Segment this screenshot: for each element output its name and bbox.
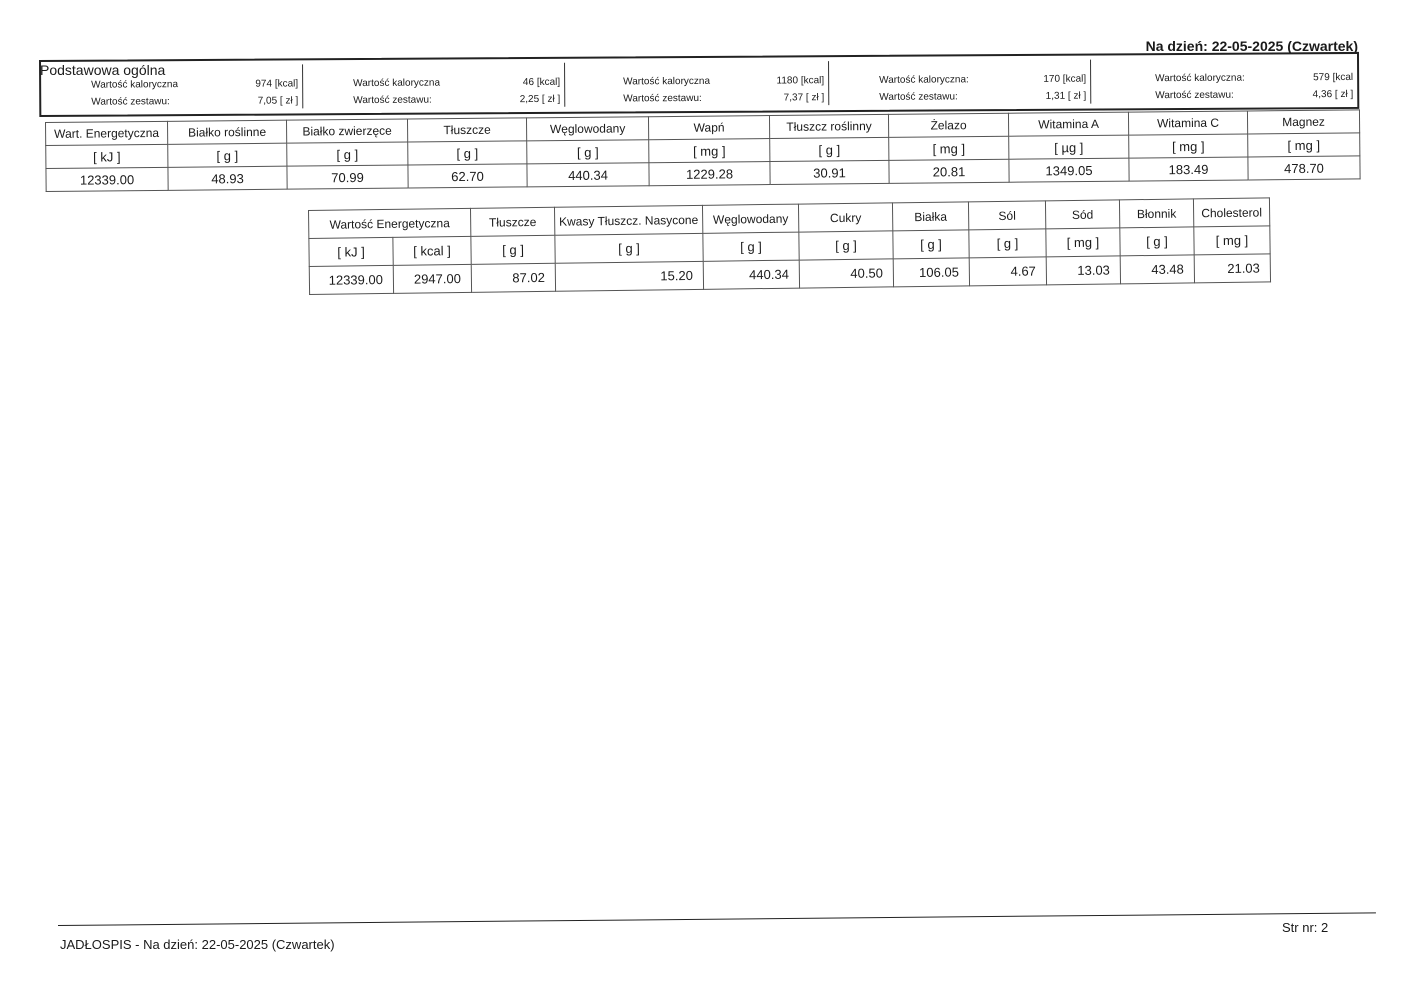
unit-cell: [ g ] — [287, 142, 408, 166]
unit-cell: [ mg ] — [889, 136, 1009, 160]
unit-cell: [ g ] — [555, 233, 703, 263]
meal-cost-value: 7,37 [ zł ] — [783, 92, 825, 104]
meal-kcal-value: 46 [kcal] — [522, 76, 561, 89]
unit-cell: [ g ] — [408, 141, 527, 165]
unit-cell: [ g ] — [799, 231, 893, 260]
column-header: Wartość Energetyczna — [309, 208, 471, 238]
meal-summary-2 — [303, 63, 565, 109]
value-cell: 1229.28 — [649, 162, 770, 186]
unit-cell: [ kJ ] — [309, 237, 393, 266]
unit-cell: [ mg ] — [1248, 133, 1360, 157]
meal-cost-label: Wartość zestawu: — [91, 96, 170, 108]
column-header: Witamina C — [1128, 111, 1247, 135]
column-header: Błonnik — [1119, 199, 1193, 228]
value-cell: 70.99 — [287, 165, 408, 189]
value-cell: 30.91 — [770, 160, 889, 184]
column-header: Cholesterol — [1193, 198, 1269, 227]
meal-cost-label: Wartość zestawu: — [353, 94, 432, 107]
meal-cost-label: Wartość zestawu: — [1155, 89, 1234, 102]
meal-kcal-label: Wartość kaloryczna — [353, 77, 441, 90]
footer-text: JADŁOSPIS - Na dzień: 22-05-2025 (Czwartek) — [60, 937, 335, 952]
meal-kcal-value: 1180 [kcal] — [776, 75, 825, 87]
unit-cell: [ g ] — [471, 235, 555, 264]
meal-cost-label: Wartość zestawu: — [879, 91, 958, 103]
value-cell: 40.50 — [799, 259, 893, 288]
unit-cell: [ g ] — [527, 140, 649, 164]
column-header: Wart. Energetyczna — [46, 121, 168, 145]
value-cell: 15.20 — [555, 261, 703, 291]
page-number: Str nr: 2 — [1282, 920, 1329, 935]
column-header: Węglowodany — [526, 117, 648, 141]
unit-cell: [ g ] — [893, 230, 969, 259]
unit-cell: [ mg ] — [1046, 228, 1120, 257]
column-header: Witamina A — [1008, 112, 1128, 136]
unit-cell: [ g ] — [168, 143, 287, 167]
document-date: Na dzień: 22-05-2025 (Czwartek) — [1145, 38, 1358, 54]
meal-kcal-value: 974 [kcal] — [255, 78, 299, 90]
value-cell: 20.81 — [889, 159, 1009, 183]
nutrition-table-detailed — [45, 109, 1361, 192]
diet-name: Podstawowa ogólna — [40, 62, 166, 78]
column-header: Sód — [1045, 200, 1119, 229]
nutrition-table-summary — [308, 197, 1271, 295]
value-cell: 4.67 — [969, 257, 1046, 286]
meal-cost-value: 1,31 [ zł ] — [1045, 90, 1087, 102]
unit-cell: [ mg ] — [1129, 134, 1248, 158]
column-header: Żelazo — [888, 113, 1008, 137]
value-cell: 87.02 — [471, 263, 555, 292]
column-header: Białko zwierzęce — [286, 119, 407, 143]
meal-kcal-label: Wartość kaloryczna — [91, 79, 179, 91]
unit-cell: [ g ] — [1120, 227, 1194, 256]
column-header: Kwasy Tłuszcz. Nasycone — [554, 205, 702, 235]
meal-summary-5 — [1091, 58, 1357, 104]
column-header: Tłuszcz roślinny — [769, 114, 888, 138]
value-cell: 1349.05 — [1009, 158, 1129, 182]
footer-divider — [58, 912, 1376, 926]
unit-cell: [ kcal ] — [393, 236, 471, 265]
column-header: Sól — [968, 201, 1045, 230]
value-cell: 43.48 — [1120, 255, 1194, 284]
meal-summary-box — [39, 52, 1359, 117]
unit-cell: [ kJ ] — [46, 144, 168, 168]
value-cell: 48.93 — [168, 166, 287, 190]
unit-cell: [ g ] — [703, 232, 799, 261]
unit-cell: [ µg ] — [1009, 135, 1129, 159]
value-cell: 12339.00 — [309, 265, 393, 294]
meal-summary-1 — [41, 64, 303, 110]
unit-cell: [ g ] — [969, 229, 1046, 258]
column-header: Cukry — [798, 203, 892, 232]
meal-cost-value: 7,05 [ zł ] — [257, 95, 299, 107]
value-cell: 478.70 — [1248, 156, 1360, 180]
column-header: Białko roślinne — [167, 120, 286, 144]
value-cell: 21.03 — [1194, 254, 1270, 283]
column-header: Wapń — [648, 116, 769, 140]
meal-kcal-value: 579 [kcal — [1313, 71, 1354, 84]
unit-cell: [ g ] — [770, 137, 889, 161]
value-cell: 12339.00 — [46, 167, 168, 191]
column-header: Węglowodany — [702, 204, 798, 233]
column-header: Magnez — [1247, 110, 1359, 134]
value-cell: 2947.00 — [393, 264, 471, 293]
value-cell: 62.70 — [408, 164, 527, 188]
meal-kcal-label: Wartość kaloryczna: — [879, 74, 969, 86]
value-cell: 440.34 — [527, 163, 649, 187]
meal-summary-3 — [565, 61, 829, 107]
unit-cell: [ mg ] — [649, 139, 770, 163]
meal-kcal-label: Wartość kaloryczna: — [1155, 72, 1245, 85]
value-cell: 106.05 — [893, 258, 969, 287]
meal-cost-value: 4,36 [ zł ] — [1312, 88, 1354, 101]
value-cell: 183.49 — [1129, 157, 1248, 181]
column-header: Białka — [892, 202, 968, 231]
value-cell: 440.34 — [703, 260, 799, 289]
meal-kcal-label: Wartość kaloryczna — [623, 75, 711, 88]
value-cell: 13.03 — [1046, 256, 1120, 285]
meal-cost-value: 2,25 [ zł ] — [519, 93, 561, 106]
meal-cost-label: Wartość zestawu: — [623, 92, 702, 105]
meal-summary-4 — [829, 60, 1091, 106]
column-header: Tłuszcze — [470, 207, 554, 236]
meal-kcal-value: 170 [kcal] — [1043, 73, 1087, 85]
unit-cell: [ mg ] — [1194, 226, 1270, 255]
column-header: Tłuszcze — [407, 118, 526, 142]
